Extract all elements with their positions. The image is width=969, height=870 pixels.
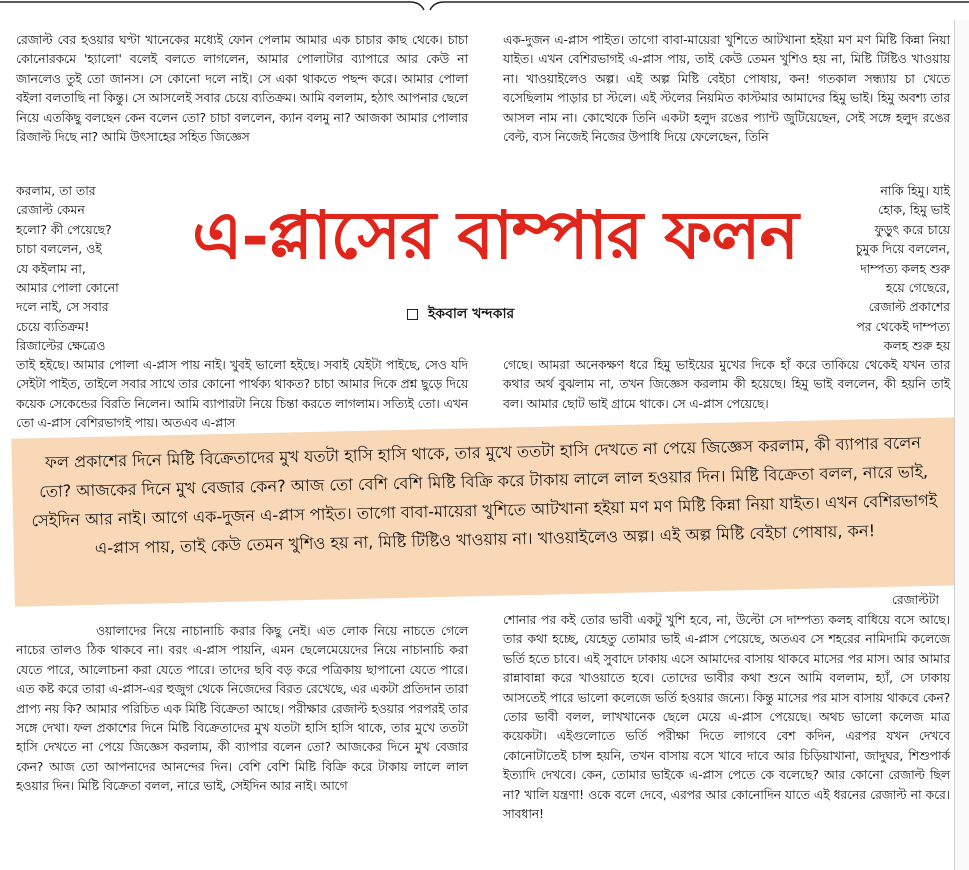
paragraph: রেজাল্ট বের হওয়ার ঘণ্টা খানেকের মধ্যেই ফোন পেলাম আমার এক চাচার কাছ থেকে। চাচা কোনোরকমে 'হ্যালো' বলেই বলতে লাগলেন, আমার পোলাটার ব্যাপারে আর কেউ না জানলেও তুই তো জানস। সে কোনো দলে নাই। সে একা থাকতে পছন্দ করে। আমার পোলা বইলা বলতাছি না কিন্তু। সে আসলেই সবার চেয়ে ব্যতিক্রম। আমি বললাম, হঠাৎ আপনার ছেলে নিয়ে এতকিছু বলছেন কেন বলেন তো? চাচা বললেন, ক্যান বলমু না? আজকা আমার পোলার রিজাল্ট দিছে না? আমি উৎসাহের সহিত জিজ্ঞেস: [16, 32, 468, 145]
text-line: চাচা বললেন, ওই: [16, 241, 102, 257]
column-bottom-right: [503, 610, 950, 823]
text-line: যে কইলাম না,: [16, 260, 86, 276]
column-narrow-right: [816, 181, 950, 356]
paragraph: এক-দুজন এ-প্লাস পাইত। তাগো বাবা-মায়েরা খুশিতে আটখানা হইয়া মণ মণ মিষ্টি কিন্না নিয়া যাইত। এখন বেশিরভাগই এ-প্লাস পায়, তাই কেউ তেমন খুশিও হয় না, মিষ্টি টিষ্টিও খাওয়ায় না। খাওয়াইলেও অল্প। এই অল্প মিষ্টি বেইচা পোষায়, কন! গতকাল সন্ধ্যায় চা খেতে বসেছিলাম পাড়ার চা স্টলে। এই স্টলের নিয়মিত কাস্টমার আমাদের হিমু ভাই। হিমু অবশ্য তার আসল নাম না। কোত্থেকে তিনি একটা হলুদ রঙের প্যান্ট জুটিয়েছেন, সেই সঙ্গে হলুদ রঙের বেল্ট, ব্যস নিজেই নিজের উপাধি দিয়ে ফেলেছেন, তিনি: [503, 32, 950, 145]
paragraph: তাই হইছে। আমার পোলা এ-প্লাস পায় নাই। খুবই ভালো হইছে। সবাই যেইটা পাইছে, সেও যদি সেইটা পাইত, তাইলে সবার সাথে তার কোনো পার্থক্য থাকত? চাচা আমার দিকে প্রশ্ন ছুড়ে দিয়ে কয়েক সেকেন্ডের বিরতি নিলেন। আমি ব্যাপারটা নিয়ে চিন্তা করতে লাগলাম। সত্যিই তো। এখন তো এ-প্লাস বেশিরভাগই পায়। অতএব এ-প্লাস: [16, 357, 468, 431]
byline: [407, 302, 514, 326]
paragraph: গেছে। আমরা অনেকক্ষণ ধরে হিমু ভাইয়ের মুখের দিকে হাঁ করে তাকিয়ে থেকেই যখন তার কথার অর্থ বুঝলাম না, তখন জিজ্ঞেস করলাম কী হয়েছে। হিমু ভাই বললেন, কী হয়নি তাই বল। আমার ছোট ভাই গ্রামে থাকে। সে এ-প্লাস পেয়েছে।: [503, 357, 950, 411]
headline: এ-প্লাসের বাম্পার ফলন: [192, 196, 798, 274]
text-line: করলাম, তা তার: [16, 183, 96, 198]
column-top-right: [503, 30, 950, 146]
text-line: রেজাল্ট কেমন: [16, 202, 85, 218]
text-line: আমার পোলা কোনো: [16, 280, 119, 296]
column-bottom-left: [16, 621, 468, 796]
text-line: দাম্পত্য কলহ শুরু: [860, 260, 950, 276]
top-rule: [0, 0, 969, 14]
column-narrow-left: [16, 181, 166, 356]
text-line: ফুড়ুৎ করে চায়ে: [874, 221, 950, 237]
text-line: রিজাল্টের ক্ষেত্রেও: [16, 338, 106, 354]
paragraph: ওয়ালাদের নিয়ে নাচানাচি করার কিছু নেই। এত লোক নিয়ে নাচতে গেলে নাচের তালও ঠিক থাকবে না। বরং এ-প্লাস পায়নি, এমন ছেলেমেয়েদের নিয়ে নাচানাচি করা যেতে পারে, আলোচনা করা যেতে পারে। তাদের ছবি বড় করে পত্রিকায় ছাপানো যেতে পারে। এত কষ্ট করে তারা এ-প্লাস-এর হুজুগ থেকে নিজেদের বিরত রেখেছে, এর একটা প্রতিদান তারা প্রাপ্য নয় কি? আমার পরিচিত এক মিষ্টি বিক্রেতা আছে। পরীক্ষার রেজাল্ট হওয়ার পরপরই তার সঙ্গে দেখা। ফল প্রকাশের দিনে মিষ্টি বিক্রেতাদের মুখ যতটা হাসি হাসি থাকে, তার মুখে ততটা হাসি দেখতে না পেয়ে জিজ্ঞেস করলাম, কী ব্যাপার বলেন তো? আজকের দিনে মুখ বেজার কেন? আজ তো আপনাদের আনন্দের দিন। বেশি বেশি মিষ্টি বিক্রি করে টাকায় লালে লাল হওয়ার দিন। মিষ্টি বিক্রেতা বলল, নারে ভাই, সেইদিন আর নাই। আগে: [16, 623, 468, 794]
text-line: হয়ে গেছেরে,: [885, 280, 950, 296]
column-right-lead-word: রেজাল্টটা: [891, 592, 939, 607]
column-top-left-continued: [16, 355, 468, 433]
author-name: ইকবাল খন্দকার: [428, 306, 515, 322]
text-line: হলো? কী পেয়েছে?: [16, 221, 112, 237]
text-line: পর থেকেই দাম্পত্য: [856, 318, 950, 334]
text-line: চুমুক দিয়ে বললেন,: [855, 241, 950, 257]
column-top-left: [16, 30, 468, 146]
text-line: রেজাল্ট প্রকাশের: [868, 299, 950, 315]
square-bullet-icon: [407, 309, 418, 320]
text-line: হোক, হিমু ভাই: [878, 202, 950, 218]
text-line: নাকি হিমু। যাই: [880, 183, 950, 198]
page-edge: [954, 20, 969, 870]
text-line: চেয়ে ব্যতিক্রম!: [16, 318, 90, 334]
text-line: কলহ শুরু হয়: [883, 338, 950, 354]
column-top-right-continued: [503, 355, 950, 413]
pullquote: ফল প্রকাশের দিনে মিষ্টি বিক্রেতাদের মুখ যতটা হাসি হাসি থাকে, তার মুখে ততটা হাসি দেখতে না পেয়ে জিজ্ঞেস করলাম, কী ব্যাপার বলেন তো? আজকের দিনে মুখ বেজার কেন? আজ তো বেশি বেশি মিষ্টি বিক্রি করে টাকায় লালে লাল হওয়ার দিন। মিষ্টি বিক্রেতা বলল, নারে ভাই, সেইদিন আর নাই। আগে এক-দুজন এ-প্লাস পাইত। তাগো বাবা-মায়েরা খুশিতে আটখানা হইয়া মণ মণ মিষ্টি কিন্না নিয়া যাইত। এখন বেশিরভাগই এ-প্লাস পায়, তাই কেউ তেমন খুশিও হয় না, মিষ্টি টিষ্টিও খাওয়ায় না। খাওয়াইলেও অল্প। এই অল্প মিষ্টি বেইচা পোষায়, কন!: [31, 433, 938, 558]
paragraph: শোনার পর কই তোর ভাবী একটু খুশি হবে, না, উল্টো সে দাম্পত্য কলহ বাধিয়ে বসে আছে। তার কথা হচ্ছে, যেহেতু তোমার ভাই এ-প্লাস পেয়েছে, অতএব সে শহরের নামিদামি কলেজে ভর্তি হতে চাবে। এই সুবাদে ঢাকায় এসে আমাদের বাসায় থাকবে মাসের পর মাস। আর আমার রান্নাবান্না করে খাওয়াতে হবে। তোদের ভাবীর কথা শুনে আমি বললাম, হ্যাঁ, সে ঢাকায় আসতেই পারে ভালো কলেজে ভর্তি হওয়ার জন্যে। কিন্তু মাসের পর মাস বাসায় থাকবে কেন? তোর ভাবী বলল, লাখখানেক ছেলে মেয়ে এ-প্লাস পেয়েছে। অথচ ভালো কলেজ মাত্র কয়েকটা। এইগুলোতে ভর্তি পরীক্ষা দিতে লাগবে বেশ কদিন, এরপর যখন দেখবে কোনোটাতেই চান্স হয়নি, তখন বাসায় বসে খাবে দাবে আর চিড়িয়াখানা, জাদুঘর, শিশুপার্ক ইত্যাদি দেখবে। কেন, তোমার ভাইকে এ-প্লাস পেতে কে বলেছে? আর কোনো রেজাল্ট ছিল না? খালি যন্ত্রণা! ওকে বলে দেবে, এরপর আর কোনোদিন যাতে এই ধরনের রেজাল্ট না করে। সাবধান!: [503, 612, 950, 822]
text-line: দলে নাই, সে সবার: [16, 299, 109, 315]
